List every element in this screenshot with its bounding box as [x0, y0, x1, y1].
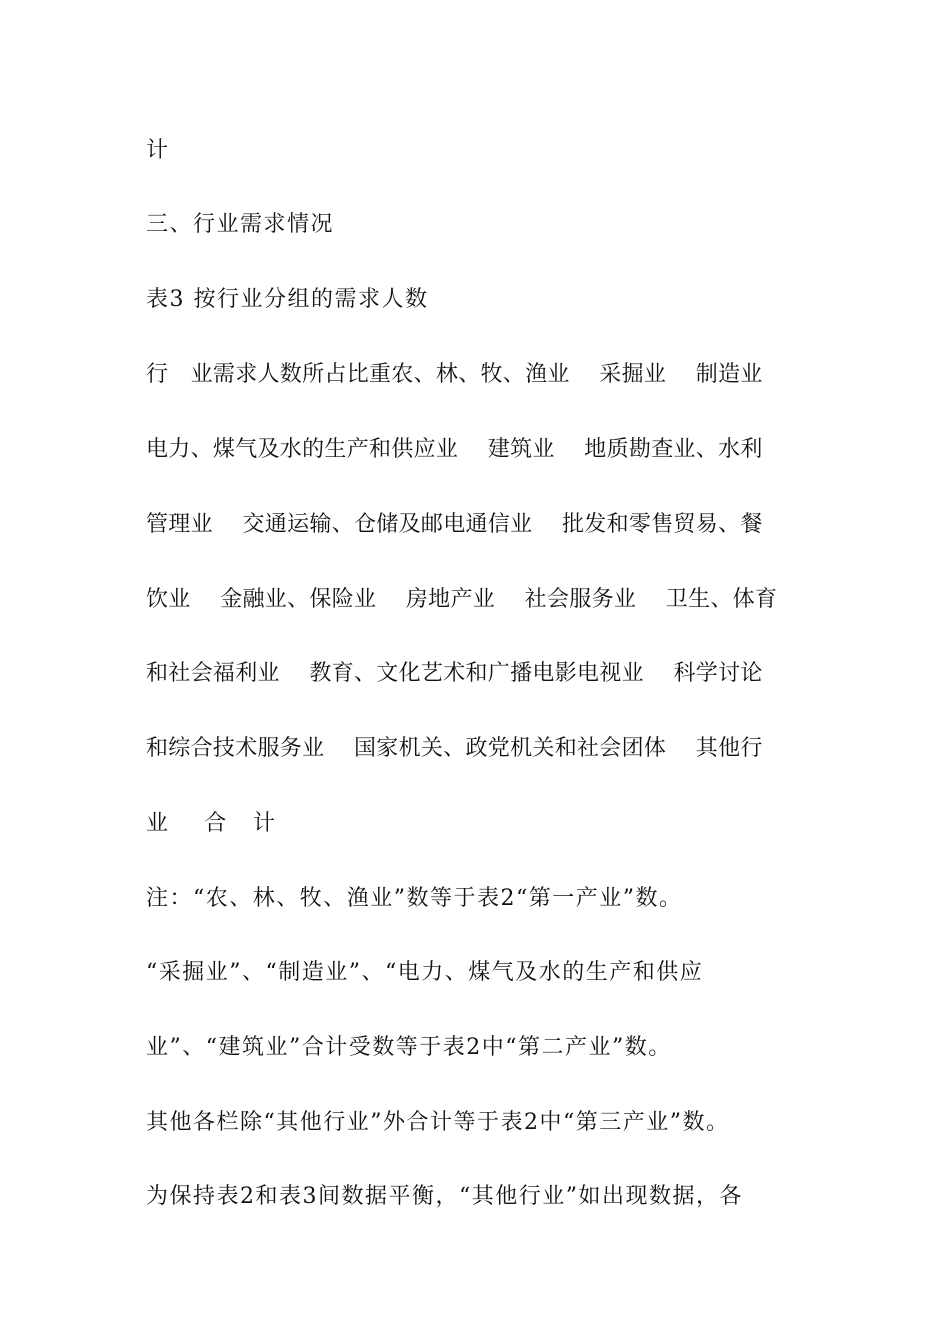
table-content-line: 行 业需求人数所占比重农、林、牧、渔业 采掘业 制造业	[146, 362, 763, 387]
table-content-line: 电力、煤气及水的生产和供应业 建筑业 地质勘查业、水利	[146, 437, 763, 462]
table-content-line: 业 合 计	[146, 811, 278, 836]
table-caption: 表3 按行业分组的需求人数	[146, 287, 429, 312]
table-content-line: 和综合技术服务业 国家机关、政党机关和社会团体 其他行	[146, 736, 763, 761]
note-line: 其他各栏除“其他行业”外合计等于表2中“第三产业”数。	[146, 1110, 730, 1135]
section-heading: 三、行业需求情况	[146, 212, 335, 237]
table-content-line: 饮业 金融业、保险业 房地产业 社会服务业 卫生、体育	[146, 587, 778, 612]
table-content-line: 和社会福利业 教育、文化艺术和广播电影电视业 科学讨论	[146, 661, 763, 686]
text-line-continuation: 计	[146, 138, 170, 163]
note-line: “采掘业”、“制造业”、“电力、煤气及水的生产和供应	[146, 960, 704, 985]
note-line: 注：“农、林、牧、渔业”数等于表2“第一产业”数。	[146, 886, 683, 911]
note-line: 为保持表2和表3间数据平衡，“其他行业”如出现数据，各	[146, 1184, 743, 1209]
table-content-line: 管理业 交通运输、仓储及邮电通信业 批发和零售贸易、餐	[146, 512, 763, 537]
note-line: 业”、“建筑业”合计受数等于表2中“第二产业”数。	[146, 1035, 672, 1060]
